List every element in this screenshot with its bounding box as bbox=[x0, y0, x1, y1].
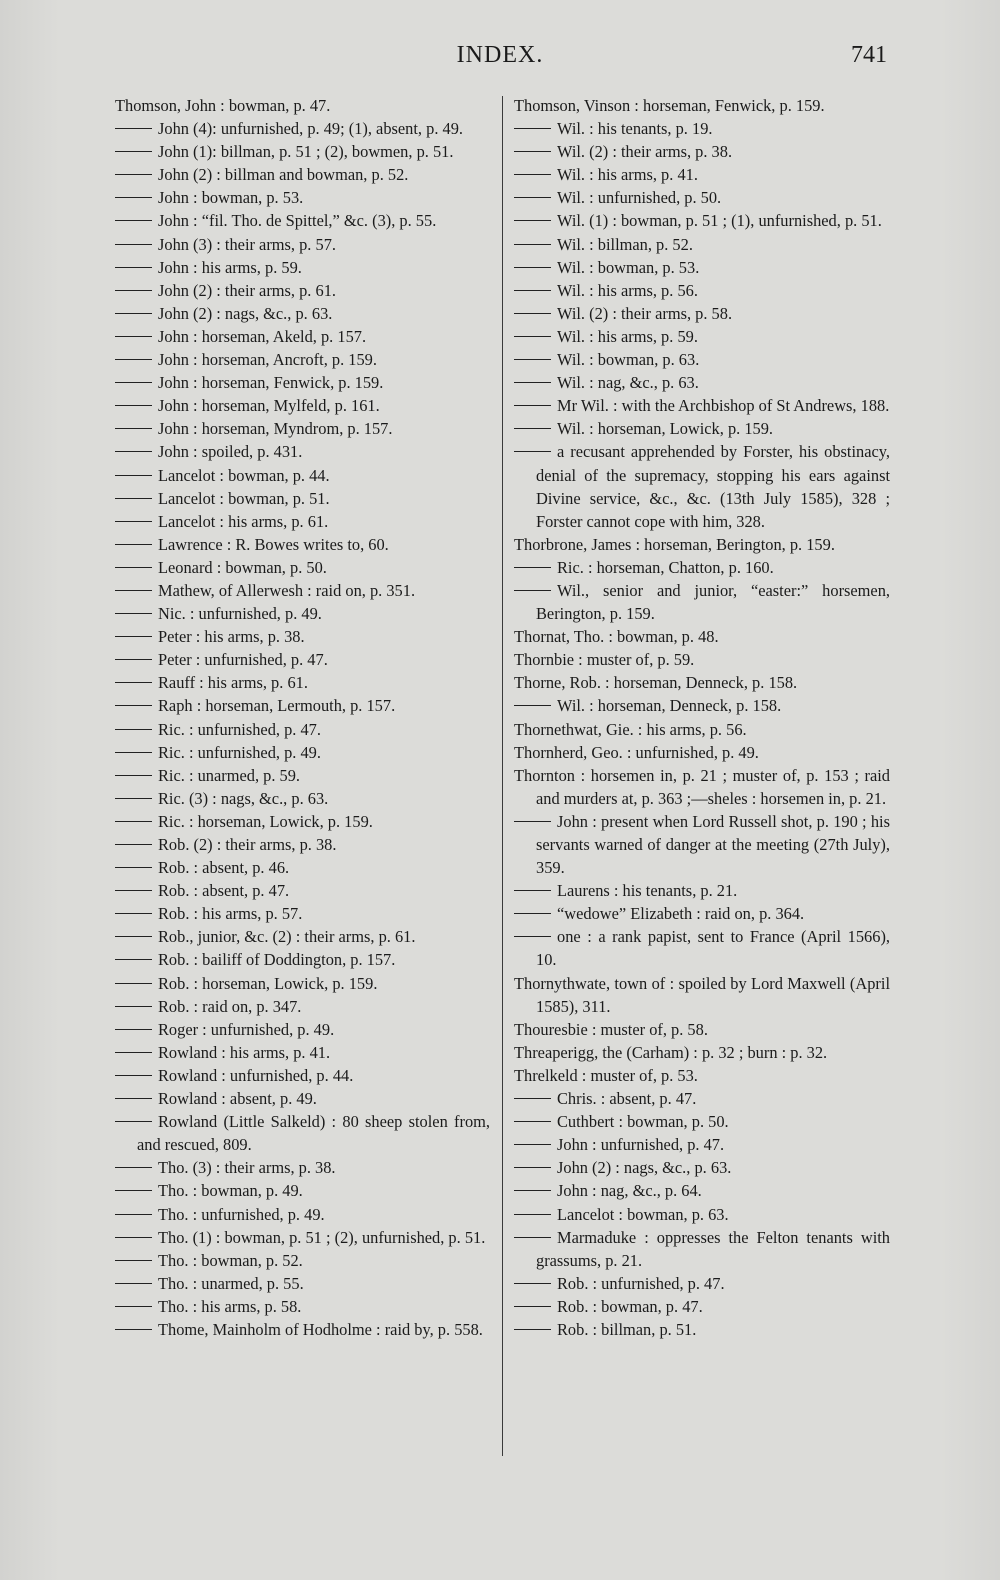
index-entry bbox=[514, 279, 890, 302]
index-entry bbox=[115, 625, 490, 648]
repeat-dash bbox=[115, 613, 152, 614]
index-entry bbox=[115, 510, 490, 533]
repeat-dash bbox=[514, 220, 551, 221]
index-entry bbox=[115, 163, 490, 186]
repeat-dash bbox=[115, 1006, 152, 1007]
index-entry bbox=[115, 1041, 490, 1064]
index-entry-text: Chris. : absent, p. 47. bbox=[557, 1089, 697, 1109]
index-entry-text: Wil., senior and junior, “easter:” horsemen, Berington, p. 159. bbox=[536, 580, 890, 624]
index-entry-text: Wil. (2) : their arms, p. 38. bbox=[557, 142, 733, 162]
left-index-column bbox=[115, 94, 490, 1341]
index-entry-text: Rob. : unfurnished, p. 47. bbox=[557, 1273, 725, 1293]
index-entry-text: Rob. : raid on, p. 347. bbox=[158, 996, 302, 1016]
repeat-dash bbox=[115, 336, 152, 337]
repeat-dash bbox=[115, 867, 152, 868]
index-entry bbox=[514, 579, 890, 625]
index-entry bbox=[115, 1064, 490, 1087]
repeat-dash bbox=[514, 313, 551, 314]
index-entry bbox=[115, 1295, 490, 1318]
index-entry-text: John : spoiled, p. 431. bbox=[158, 442, 303, 462]
repeat-dash bbox=[115, 844, 152, 845]
index-entry-text: Wil. (1) : bowman, p. 51 ; (1), unfurnished, p. 51. bbox=[557, 211, 882, 231]
repeat-dash bbox=[115, 890, 152, 891]
index-entry bbox=[514, 1295, 890, 1318]
index-entry bbox=[514, 671, 890, 694]
index-entry-text: John : horseman, Ancroft, p. 159. bbox=[158, 350, 377, 370]
index-entry-text: Rob., junior, &c. (2) : their arms, p. 61. bbox=[158, 927, 416, 947]
repeat-dash bbox=[514, 336, 551, 337]
repeat-dash bbox=[514, 174, 551, 175]
index-entry-text: Tho. (3) : their arms, p. 38. bbox=[158, 1158, 336, 1178]
index-entry bbox=[514, 694, 890, 717]
index-entry bbox=[115, 879, 490, 902]
index-entry bbox=[115, 117, 490, 140]
index-entry bbox=[115, 972, 490, 995]
index-entry-text: John (4): unfurnished, p. 49; (1), absent, p. 49. bbox=[158, 119, 464, 139]
repeat-dash bbox=[115, 752, 152, 753]
index-entry bbox=[115, 487, 490, 510]
index-entry bbox=[514, 1133, 890, 1156]
index-entry bbox=[115, 348, 490, 371]
repeat-dash bbox=[514, 1098, 551, 1099]
repeat-dash bbox=[115, 521, 152, 522]
index-entry bbox=[514, 325, 890, 348]
repeat-dash bbox=[115, 1190, 152, 1191]
index-entry-text: Thorne, Rob. : horseman, Denneck, p. 158. bbox=[514, 673, 798, 693]
index-entry bbox=[514, 440, 890, 532]
index-entry-text: Ric. : unfurnished, p. 49. bbox=[158, 742, 321, 762]
index-entry-text: Laurens : his tenants, p. 21. bbox=[557, 881, 738, 901]
repeat-dash bbox=[514, 451, 551, 452]
index-entry-text: Rob. : absent, p. 47. bbox=[158, 881, 290, 901]
index-entry bbox=[115, 902, 490, 925]
index-entry bbox=[115, 810, 490, 833]
index-entry-text: Ric. : unfurnished, p. 47. bbox=[158, 719, 321, 739]
index-entry-text: Marmaduke : oppresses the Felton tenants with grassums, p. 21. bbox=[536, 1227, 890, 1270]
repeat-dash bbox=[115, 775, 152, 776]
index-entry bbox=[115, 417, 490, 440]
index-entry-text: John : “fil. Tho. de Spittel,” &c. (3), p. 55. bbox=[158, 211, 437, 231]
index-entry-text: Rob. : horseman, Lowick, p. 159. bbox=[158, 973, 378, 993]
index-entry bbox=[115, 741, 490, 764]
index-entry bbox=[115, 764, 490, 787]
index-entry bbox=[514, 186, 890, 209]
index-entry-text: John : horseman, Fenwick, p. 159. bbox=[158, 373, 384, 393]
index-entry bbox=[115, 209, 490, 232]
index-entry bbox=[514, 625, 890, 648]
index-entry-text: John : present when Lord Russell shot, p. 190 ; his servants warned of danger at the meeting (27th July), 359. bbox=[536, 811, 890, 878]
index-entry-text: Wil. (2) : their arms, p. 58. bbox=[557, 303, 733, 323]
index-entry bbox=[514, 1110, 890, 1133]
repeat-dash bbox=[514, 705, 551, 706]
index-entry bbox=[115, 1226, 490, 1249]
index-entry-text: John (3) : their arms, p. 57. bbox=[158, 234, 336, 254]
index-entry bbox=[115, 1179, 490, 1202]
index-entry bbox=[115, 787, 490, 810]
repeat-dash bbox=[514, 267, 551, 268]
index-entry-text: Rowland (Little Salkeld) : 80 sheep stolen from, and rescued, 809. bbox=[137, 1112, 490, 1155]
index-entry-text: Thornbie : muster of, p. 59. bbox=[514, 650, 695, 670]
repeat-dash bbox=[115, 1075, 152, 1076]
repeat-dash bbox=[514, 1121, 551, 1122]
index-entry bbox=[115, 1318, 490, 1341]
repeat-dash bbox=[514, 1306, 551, 1307]
index-entry bbox=[514, 371, 890, 394]
index-entry bbox=[115, 1203, 490, 1226]
index-entry-text: Tho. : bowman, p. 49. bbox=[158, 1181, 303, 1201]
index-entry bbox=[115, 648, 490, 671]
index-entry-text: Thorbrone, James : horseman, Berington, p. 159. bbox=[514, 534, 835, 554]
index-entry-text: John (2) : nags, &c., p. 63. bbox=[158, 303, 333, 323]
index-entry-text: Tho. (1) : bowman, p. 51 ; (2), unfurnished, p. 51. bbox=[158, 1227, 486, 1247]
index-entry bbox=[115, 718, 490, 741]
repeat-dash bbox=[115, 1121, 152, 1122]
index-entry bbox=[115, 671, 490, 694]
index-entry-text: Rowland : unfurnished, p. 44. bbox=[158, 1065, 354, 1085]
index-entry-text: Thouresbie : muster of, p. 58. bbox=[514, 1019, 708, 1039]
index-entry bbox=[115, 694, 490, 717]
index-entry bbox=[115, 325, 490, 348]
repeat-dash bbox=[115, 636, 152, 637]
repeat-dash bbox=[115, 428, 152, 429]
repeat-dash bbox=[514, 913, 551, 914]
repeat-dash bbox=[115, 959, 152, 960]
repeat-dash bbox=[115, 174, 152, 175]
index-entry-text: Thome, Mainholm of Hodholme : raid by, p. 558. bbox=[158, 1319, 483, 1339]
index-entry-text: Leonard : bowman, p. 50. bbox=[158, 557, 327, 577]
index-entry-text: Tho. : bowman, p. 52. bbox=[158, 1250, 303, 1270]
index-entry bbox=[115, 233, 490, 256]
index-entry bbox=[115, 1249, 490, 1272]
index-entry bbox=[115, 1018, 490, 1041]
index-entry-text: John : horseman, Akeld, p. 157. bbox=[158, 326, 367, 346]
repeat-dash bbox=[514, 567, 551, 568]
page-title: INDEX. bbox=[456, 42, 544, 68]
index-entry-text: Lawrence : R. Bowes writes to, 60. bbox=[158, 534, 389, 554]
repeat-dash bbox=[514, 197, 551, 198]
index-entry bbox=[514, 140, 890, 163]
repeat-dash bbox=[514, 1237, 551, 1238]
index-entry bbox=[115, 371, 490, 394]
index-entry bbox=[115, 533, 490, 556]
index-entry bbox=[115, 1110, 490, 1156]
repeat-dash bbox=[115, 936, 152, 937]
index-entry-text: Thornat, Tho. : bowman, p. 48. bbox=[514, 627, 719, 647]
index-entry-text: Ric. : unarmed, p. 59. bbox=[158, 765, 301, 785]
index-entry bbox=[115, 556, 490, 579]
index-entry-text: Thornythwate, town of : spoiled by Lord Maxwell (April 1585), 311. bbox=[514, 973, 890, 1016]
index-entry bbox=[115, 464, 490, 487]
repeat-dash bbox=[115, 451, 152, 452]
index-entry bbox=[115, 394, 490, 417]
index-entry-text: Tho. : unfurnished, p. 49. bbox=[158, 1204, 325, 1224]
repeat-dash bbox=[514, 1329, 551, 1330]
repeat-dash bbox=[115, 544, 152, 545]
index-entry bbox=[514, 972, 890, 1018]
page-number: 741 bbox=[851, 42, 887, 68]
index-entry bbox=[115, 302, 490, 325]
index-entry bbox=[115, 140, 490, 163]
repeat-dash bbox=[115, 659, 152, 660]
index-entry bbox=[115, 279, 490, 302]
repeat-dash bbox=[115, 729, 152, 730]
repeat-dash bbox=[514, 359, 551, 360]
index-entry-text: John : nag, &c., p. 64. bbox=[557, 1181, 702, 1201]
repeat-dash bbox=[514, 1167, 551, 1168]
index-entry-text: Rob. : bowman, p. 47. bbox=[557, 1296, 703, 1316]
index-entry-text: Thomson, John : bowman, p. 47. bbox=[115, 96, 331, 115]
repeat-dash bbox=[115, 498, 152, 499]
index-entry-text: Thornton : horsemen in, p. 21 ; muster of, p. 153 ; raid and murders at, p. 363 ;—sheles : horsemen in, p. 21. bbox=[514, 765, 890, 808]
index-entry-text: Wil. : his arms, p. 41. bbox=[557, 165, 698, 185]
index-entry-text: Rob. (2) : their arms, p. 38. bbox=[158, 835, 337, 854]
repeat-dash bbox=[115, 475, 152, 476]
index-entry-text: Wil. : nag, &c., p. 63. bbox=[557, 373, 699, 393]
index-entry bbox=[514, 256, 890, 279]
index-entry bbox=[514, 1156, 890, 1179]
index-entry-text: Mathew, of Allerwesh : raid on, p. 351. bbox=[158, 580, 416, 600]
repeat-dash bbox=[115, 1167, 152, 1168]
index-entry-text: Threaperigg, the (Carham) : p. 32 ; burn : p. 32. bbox=[514, 1042, 828, 1062]
index-entry-text: Lancelot : bowman, p. 51. bbox=[158, 488, 330, 508]
index-entry bbox=[514, 1018, 890, 1041]
repeat-dash bbox=[514, 382, 551, 383]
index-entry bbox=[514, 1064, 890, 1087]
index-entry-text: John : horseman, Myndrom, p. 157. bbox=[158, 419, 393, 439]
index-entry-text: John (2) : nags, &c., p. 63. bbox=[557, 1158, 732, 1178]
repeat-dash bbox=[115, 244, 152, 245]
repeat-dash bbox=[115, 382, 152, 383]
index-entry-text: Wil. : billman, p. 52. bbox=[557, 234, 693, 254]
index-entry-text: Wil. : bowman, p. 63. bbox=[557, 350, 700, 370]
repeat-dash bbox=[115, 705, 152, 706]
index-entry-text: John : bowman, p. 53. bbox=[158, 188, 304, 208]
index-entry-text: Tho. : his arms, p. 58. bbox=[158, 1296, 302, 1316]
repeat-dash bbox=[115, 682, 152, 683]
index-entry-text: Nic. : unfurnished, p. 49. bbox=[158, 604, 322, 624]
index-entry bbox=[514, 233, 890, 256]
index-entry bbox=[115, 948, 490, 971]
index-entry-text: Lancelot : his arms, p. 61. bbox=[158, 511, 329, 531]
index-entry bbox=[514, 394, 890, 417]
index-entry bbox=[514, 902, 890, 925]
index-entry-text: Cuthbert : bowman, p. 50. bbox=[557, 1112, 729, 1132]
index-entry-text: John : his arms, p. 59. bbox=[158, 257, 302, 277]
index-entry-text: Lancelot : bowman, p. 63. bbox=[557, 1204, 729, 1224]
repeat-dash bbox=[115, 1052, 152, 1053]
index-entry bbox=[514, 209, 890, 232]
repeat-dash bbox=[115, 1237, 152, 1238]
index-entry bbox=[514, 556, 890, 579]
index-entry-text: Rob. : bailiff of Doddington, p. 157. bbox=[158, 950, 396, 970]
index-entry-text: Rauff : his arms, p. 61. bbox=[158, 673, 308, 693]
repeat-dash bbox=[115, 405, 152, 406]
index-entry-text: Rob. : billman, p. 51. bbox=[557, 1319, 697, 1339]
repeat-dash bbox=[115, 913, 152, 914]
index-entry-text: Wil. : unfurnished, p. 50. bbox=[557, 188, 722, 208]
repeat-dash bbox=[514, 936, 551, 937]
repeat-dash bbox=[115, 983, 152, 984]
index-entry-text: Peter : unfurnished, p. 47. bbox=[158, 650, 328, 670]
index-entry-text: Rob. : absent, p. 46. bbox=[158, 858, 290, 878]
repeat-dash bbox=[115, 267, 152, 268]
repeat-dash bbox=[514, 1283, 551, 1284]
index-entry bbox=[514, 764, 890, 810]
repeat-dash bbox=[115, 590, 152, 591]
index-entry-text: Rowland : absent, p. 49. bbox=[158, 1089, 317, 1109]
index-entry-text: Tho. : unarmed, p. 55. bbox=[158, 1273, 304, 1293]
repeat-dash bbox=[115, 1260, 152, 1261]
repeat-dash bbox=[514, 1214, 551, 1215]
index-entry-text: Roger : unfurnished, p. 49. bbox=[158, 1019, 335, 1039]
repeat-dash bbox=[514, 1144, 551, 1145]
repeat-dash bbox=[115, 1306, 152, 1307]
index-entry bbox=[115, 833, 490, 856]
index-entry bbox=[514, 1318, 890, 1341]
index-entry bbox=[514, 810, 890, 879]
index-entry bbox=[514, 1272, 890, 1295]
index-entry-text: John (2) : billman and bowman, p. 52. bbox=[158, 165, 409, 185]
right-index-column bbox=[514, 94, 890, 1341]
index-entry-text: Thornethwat, Gie. : his arms, p. 56. bbox=[514, 719, 747, 739]
index-entry bbox=[514, 117, 890, 140]
index-entry bbox=[514, 1203, 890, 1226]
repeat-dash bbox=[115, 220, 152, 221]
index-entry bbox=[115, 579, 490, 602]
index-entry-text: Raph : horseman, Lermouth, p. 157. bbox=[158, 696, 396, 716]
index-entry-text: Ric. (3) : nags, &c., p. 63. bbox=[158, 788, 329, 808]
index-entry-text: Lancelot : bowman, p. 44. bbox=[158, 465, 330, 485]
repeat-dash bbox=[514, 151, 551, 152]
index-entry-text: Ric. : horseman, Lowick, p. 159. bbox=[158, 811, 373, 831]
index-entry bbox=[514, 163, 890, 186]
index-entry bbox=[514, 648, 890, 671]
index-entry bbox=[115, 186, 490, 209]
index-entry-text: Wil. : his arms, p. 56. bbox=[557, 280, 698, 300]
index-entry-text: John (1): billman, p. 51 ; (2), bowmen, p. 51. bbox=[158, 142, 454, 162]
index-entry-text: Rowland : his arms, p. 41. bbox=[158, 1042, 331, 1062]
repeat-dash bbox=[514, 1190, 551, 1191]
index-entry bbox=[514, 533, 890, 556]
index-entry-text: Wil. : horseman, Denneck, p. 158. bbox=[557, 696, 782, 716]
running-header bbox=[0, 42, 1000, 76]
index-entry-text: Mr Wil. : with the Archbishop of St Andrews, 188. bbox=[557, 396, 890, 416]
repeat-dash bbox=[115, 821, 152, 822]
index-entry bbox=[514, 302, 890, 325]
index-entry bbox=[514, 417, 890, 440]
index-entry-text: Wil. : his tenants, p. 19. bbox=[557, 119, 713, 139]
repeat-dash bbox=[115, 359, 152, 360]
index-entry-text: John (2) : their arms, p. 61. bbox=[158, 280, 336, 300]
repeat-dash bbox=[115, 1098, 152, 1099]
index-entry bbox=[115, 925, 490, 948]
index-entry bbox=[514, 741, 890, 764]
index-entry bbox=[514, 879, 890, 902]
index-entry-text: one : a rank papist, sent to France (April 1566), 10. bbox=[536, 927, 890, 970]
index-entry bbox=[514, 1041, 890, 1064]
index-entry-text: Rob. : his arms, p. 57. bbox=[158, 904, 303, 924]
repeat-dash bbox=[514, 890, 551, 891]
index-entry-text: Ric. : horseman, Chatton, p. 160. bbox=[557, 557, 774, 577]
index-entry bbox=[115, 1272, 490, 1295]
index-entry bbox=[115, 94, 490, 117]
repeat-dash bbox=[514, 590, 551, 591]
index-entry bbox=[115, 1156, 490, 1179]
repeat-dash bbox=[514, 405, 551, 406]
repeat-dash bbox=[115, 1029, 152, 1030]
index-entry bbox=[514, 925, 890, 971]
repeat-dash bbox=[115, 151, 152, 152]
repeat-dash bbox=[514, 244, 551, 245]
index-entry bbox=[514, 348, 890, 371]
index-entry-text: Wil. : horseman, Lowick, p. 159. bbox=[557, 419, 774, 439]
repeat-dash bbox=[115, 313, 152, 314]
repeat-dash bbox=[115, 1329, 152, 1330]
index-entry-text: Wil. : bowman, p. 53. bbox=[557, 257, 700, 277]
index-entry bbox=[514, 1179, 890, 1202]
index-entry-text: Thomson, Vinson : horseman, Fenwick, p. 159. bbox=[514, 96, 825, 115]
repeat-dash bbox=[115, 197, 152, 198]
repeat-dash bbox=[514, 428, 551, 429]
repeat-dash bbox=[514, 290, 551, 291]
index-entry bbox=[115, 440, 490, 463]
index-entry bbox=[514, 1226, 890, 1272]
column-divider bbox=[502, 96, 503, 1456]
index-entry bbox=[115, 1087, 490, 1110]
index-entry bbox=[115, 856, 490, 879]
repeat-dash bbox=[115, 290, 152, 291]
index-entry bbox=[514, 718, 890, 741]
index-entry-text: Wil. : his arms, p. 59. bbox=[557, 326, 698, 346]
index-entry-text: Peter : his arms, p. 38. bbox=[158, 627, 305, 647]
index-entry-text: “wedowe” Elizabeth : raid on, p. 364. bbox=[557, 904, 805, 924]
index-entry-text: Thornherd, Geo. : unfurnished, p. 49. bbox=[514, 742, 759, 762]
repeat-dash bbox=[115, 1214, 152, 1215]
index-entry-text: a recusant apprehended by Forster, his obstinacy, denial of the supremacy, stopping his ears against Divine service, &c., &c. (13th July 1585), 328 ; Forster cannot cope with him, 328. bbox=[536, 442, 890, 531]
repeat-dash bbox=[115, 128, 152, 129]
index-entry-text: Threlkeld : muster of, p. 53. bbox=[514, 1065, 698, 1085]
repeat-dash bbox=[115, 798, 152, 799]
repeat-dash bbox=[514, 128, 551, 129]
repeat-dash bbox=[115, 567, 152, 568]
index-entry-text: John : unfurnished, p. 47. bbox=[557, 1135, 725, 1155]
index-entry bbox=[115, 602, 490, 625]
repeat-dash bbox=[514, 821, 551, 822]
index-entry bbox=[115, 256, 490, 279]
index-entry-text: John : horseman, Mylfeld, p. 161. bbox=[158, 396, 380, 416]
index-entry bbox=[514, 1087, 890, 1110]
index-entry bbox=[115, 995, 490, 1018]
index-entry bbox=[514, 94, 890, 117]
repeat-dash bbox=[115, 1283, 152, 1284]
